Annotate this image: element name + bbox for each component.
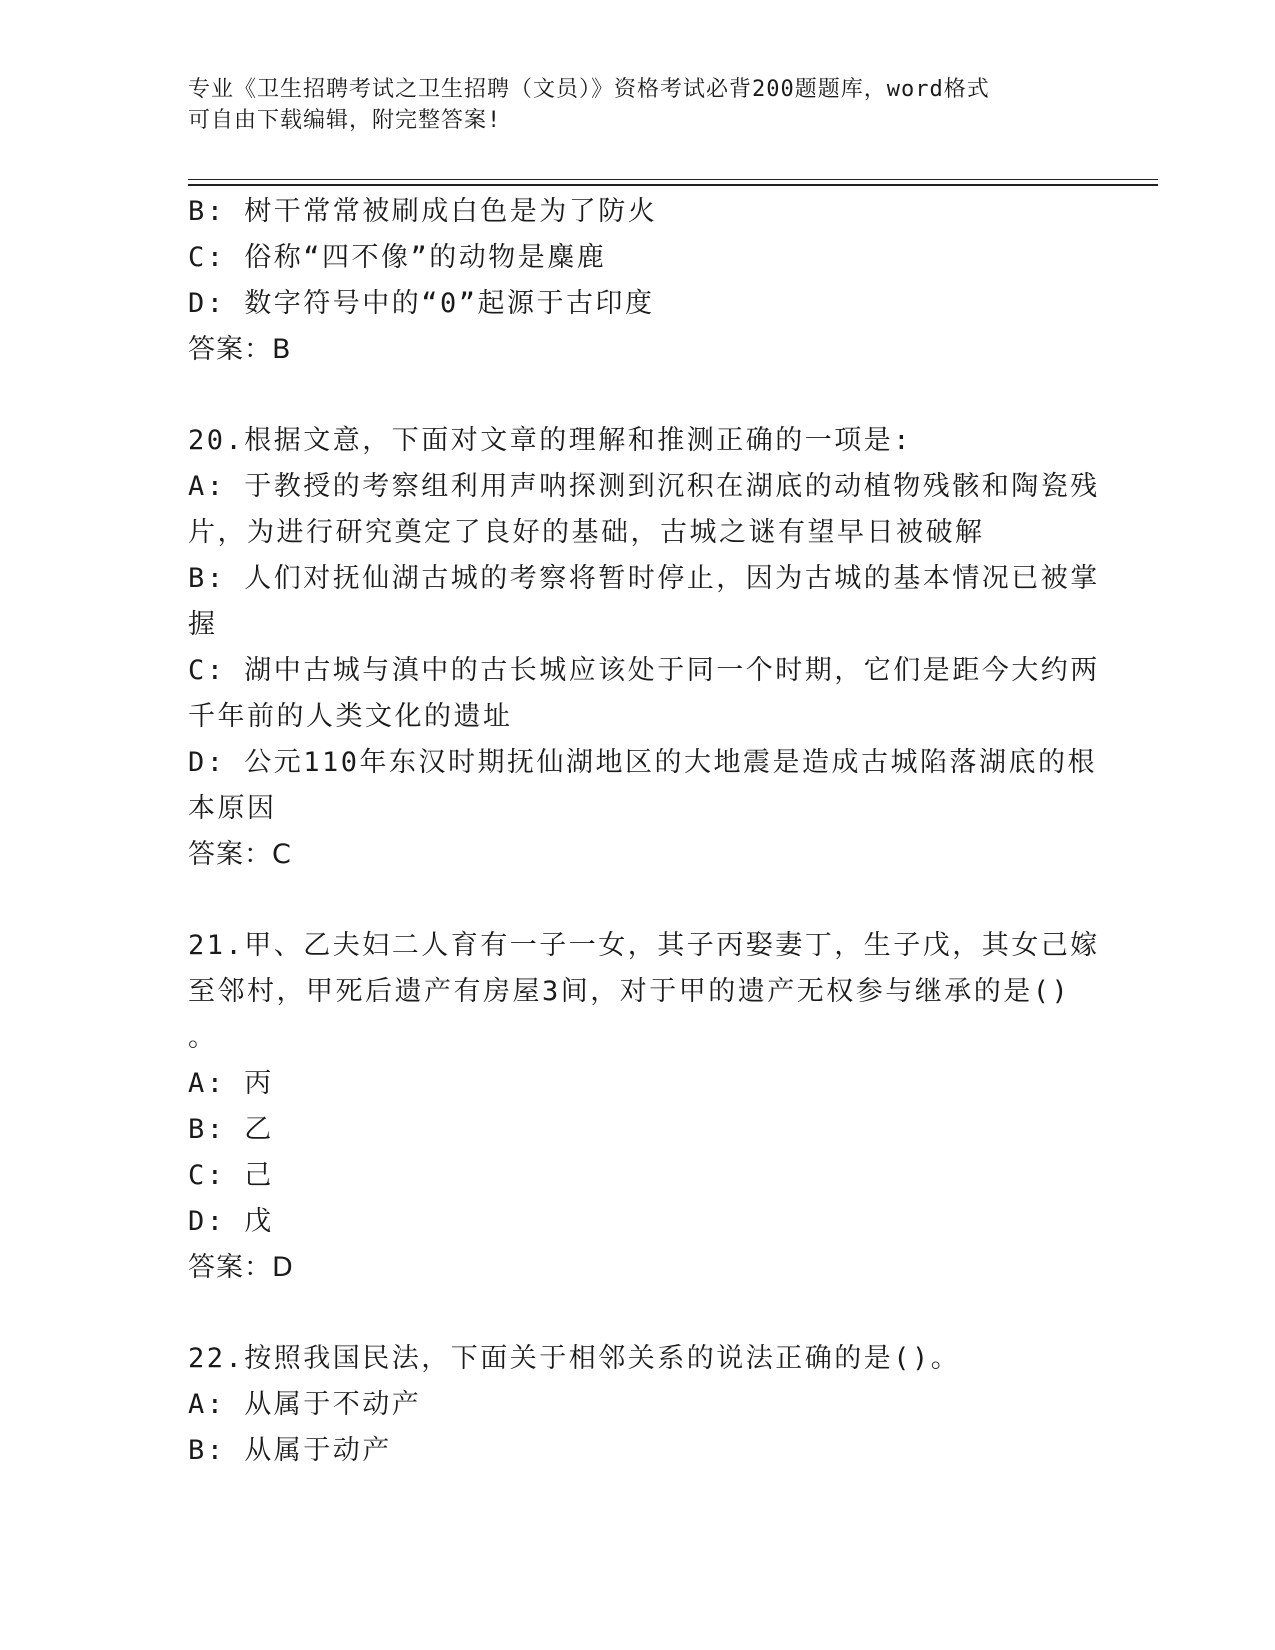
option-a: A: 丙 <box>188 1068 274 1099</box>
header-divider-thin <box>188 179 1158 180</box>
spacer <box>188 878 1068 923</box>
option-d: D: 戊 <box>188 1206 274 1237</box>
question-stem-continued: 至邻村，甲死后遗产有房屋3间，对于甲的遗产无权参与继承的是() <box>188 976 1071 1007</box>
option-a: A: 从属于不动产 <box>188 1389 422 1420</box>
option-b: B: 树干常常被刷成白色是为了防火 <box>188 196 658 227</box>
option-d: D: 数字符号中的“0”起源于古印度 <box>188 288 655 319</box>
option-c: C: 己 <box>188 1160 274 1191</box>
document-body <box>188 189 1100 1474</box>
option-c-continued: 千年前的人类文化的遗址 <box>188 701 513 732</box>
option-d: D: 公元110年东汉时期抚仙湖地区的大地震是造成古城陷落湖底的根 <box>188 747 1098 778</box>
question-stem: 21.甲、乙夫妇二人育有一子一女，其子丙娶妻丁，生子戊，其女己嫁 <box>188 930 1100 961</box>
option-c: C: 俗称“四不像”的动物是麋鹿 <box>188 242 607 273</box>
question-21 <box>188 923 1100 1291</box>
question-22 <box>188 1336 1068 1474</box>
answer-line: 答案：C <box>188 839 292 870</box>
question-stem-end: 。 <box>188 1022 218 1053</box>
question-19-continued <box>188 189 1068 373</box>
answer-line: 答案：B <box>188 334 292 365</box>
option-b: B: 乙 <box>188 1114 274 1145</box>
spacer <box>188 1291 1068 1336</box>
spacer <box>188 373 1068 418</box>
header-title-line-1: 专业《卫生招聘考试之卫生招聘（文员）》资格考试必背200题题库，word格式 <box>188 77 990 102</box>
header-divider-thick <box>188 184 1158 186</box>
question-stem: 22.按照我国民法，下面关于相邻关系的说法正确的是()。 <box>188 1343 961 1374</box>
question-stem: 20.根据文意，下面对文章的理解和推测正确的一项是: <box>188 425 913 456</box>
document-header <box>188 74 1068 136</box>
option-b: B: 人们对抚仙湖古城的考察将暂时停止，因为古城的基本情况已被掌 <box>188 563 1100 594</box>
option-a: A: 于教授的考察组利用声呐探测到沉积在湖底的动植物残骸和陶瓷残 <box>188 471 1100 502</box>
option-c: C: 湖中古城与滇中的古长城应该处于同一个时期，它们是距今大约两 <box>188 655 1100 686</box>
option-a-continued: 片，为进行研究奠定了良好的基础，古城之谜有望早日被破解 <box>188 517 985 548</box>
question-20 <box>188 418 1100 878</box>
header-title-line-2: 可自由下载编辑，附完整答案! <box>188 108 502 133</box>
answer-line: 答案：D <box>188 1252 294 1283</box>
option-d-continued: 本原因 <box>188 793 277 824</box>
option-b-continued: 握 <box>188 609 218 640</box>
option-b: B: 从属于动产 <box>188 1435 392 1466</box>
